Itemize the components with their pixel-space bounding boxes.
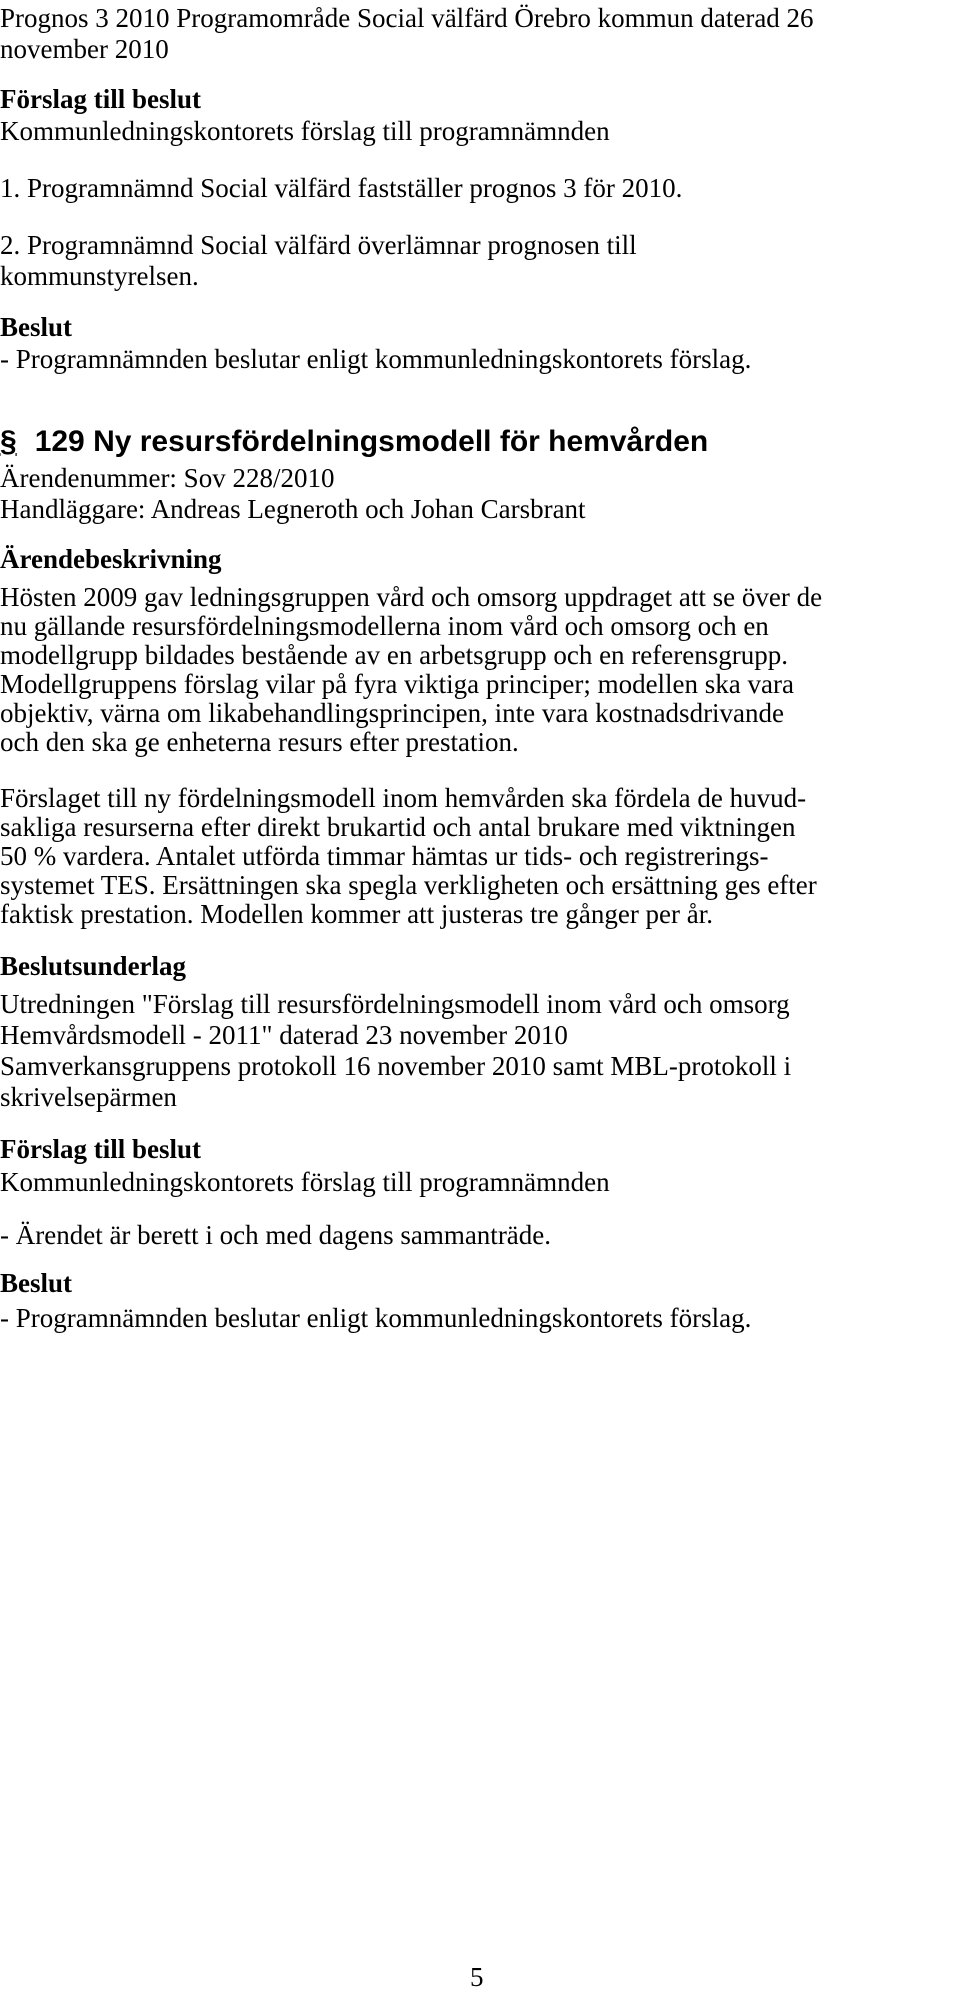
underlag-line: Utredningen "Förslag till resursfördelningsmodell inom vård och omsorg [0, 989, 790, 1019]
arendebeskrivning-heading: Ärendebeskrivning [0, 544, 222, 574]
decision-item-2-line-1: 2. Programnämnd Social välfärd överlämnar prognosen till [0, 230, 637, 260]
beskrivning-line: nu gällande resursfördelningsmodellerna inom vård och omsorg och en [0, 611, 769, 641]
page-number: 5 [470, 1962, 484, 1992]
decision-item-1: 1. Programnämnd Social välfärd fastställer prognos 3 för 2010. [0, 173, 683, 203]
forslaget-line: Förslaget till ny fördelningsmodell inom hemvården ska fördela de huvud- [0, 783, 807, 813]
forslag-heading-2: Förslag till beslut [0, 1134, 201, 1164]
beslut-heading-2: Beslut [0, 1268, 73, 1298]
paragraph-symbol: § [0, 425, 17, 458]
document-header-line-2: november 2010 [0, 34, 169, 64]
beskrivning-line: Hösten 2009 gav ledningsgruppen vård och omsorg uppdraget att se över de [0, 582, 823, 612]
forslaget-line: faktisk prestation. Modellen kommer att justeras tre gånger per år. [0, 899, 714, 929]
beskrivning-line: modellgrupp bildades bestående av en arbetsgrupp och en referensgrupp. [0, 640, 788, 670]
beslut-heading-1: Beslut [0, 312, 73, 342]
forslaget-line: 50 % vardera. Antalet utförda timmar hämtas ur tids- och registrerings- [0, 841, 769, 871]
beslutsunderlag-heading: Beslutsunderlag [0, 951, 187, 981]
underlag-line: Samverkansgruppens protokoll 16 november 2010 samt MBL-protokoll i [0, 1051, 792, 1081]
beskrivning-line: och den ska ge enheterna resurs efter prestation. [0, 727, 519, 757]
handlaggare: Handläggare: Andreas Legneroth och Johan Carsbrant [0, 494, 586, 524]
beslut-text-2: - Programnämnden beslutar enligt kommunledningskontorets förslag. [0, 1303, 752, 1333]
forslaget-line: systemet TES. Ersättningen ska spegla verkligheten och ersättning ges efter [0, 870, 817, 900]
section-heading-text: 129 Ny resursfördelningsmodell för hemvården [34, 425, 709, 458]
beskrivning-line: objektiv, värna om likabehandlingsprincipen, inte vara kostnadsdrivande [0, 698, 785, 728]
document-header-line-1: Prognos 3 2010 Programområde Social välfärd Örebro kommun daterad 26 [0, 3, 814, 33]
forslag-text-2: Kommunledningskontorets förslag till programnämnden [0, 1167, 610, 1197]
beslut-text-1: - Programnämnden beslutar enligt kommunledningskontorets förslag. [0, 344, 752, 374]
forslag-text-1: Kommunledningskontorets förslag till programnämnden [0, 116, 610, 146]
underlag-line: Hemvårdsmodell - 2011" daterad 23 november 2010 [0, 1020, 568, 1050]
decision-item-2-line-2: kommunstyrelsen. [0, 261, 199, 291]
beskrivning-line: Modellgruppens förslag vilar på fyra viktiga principer; modellen ska vara [0, 669, 794, 699]
arendet-text: - Ärendet är berett i och med dagens sammanträde. [0, 1220, 552, 1250]
section-heading-129 [0, 425, 708, 459]
forslag-heading-1: Förslag till beslut [0, 84, 201, 114]
forslaget-line: sakliga resurserna efter direkt brukartid och antal brukare med viktningen [0, 812, 796, 842]
underlag-line: skrivelsepärmen [0, 1082, 177, 1112]
arendenummer: Ärendenummer: Sov 228/2010 [0, 463, 335, 493]
